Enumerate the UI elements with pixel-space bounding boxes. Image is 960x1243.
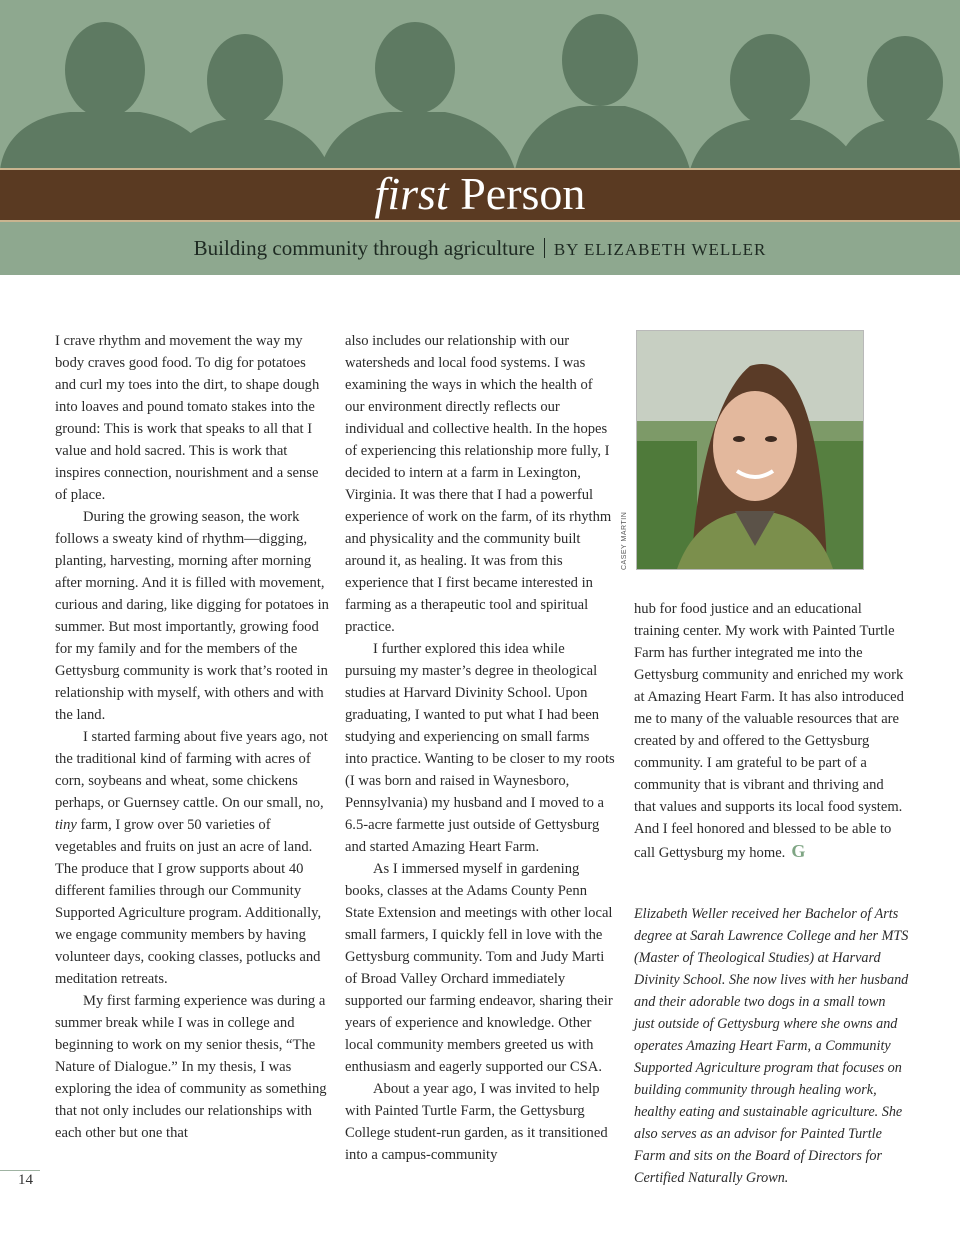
subtitle: Building community through agriculture xyxy=(193,236,535,260)
paragraph-text: hub for food justice and an educational training center. My work with Painted Turtle Farm has further integrated me into the Gettysburg community and enriched my work at Amazing Heart Farm. It has also introduced me to many of the valuable resources that are created by and offered to the Gettysburg community. I am grateful to be part of a community that is vibrant and thriving and that values and supports its local food system. And I feel honored and blessed to be able to call Gettysburg my home. xyxy=(634,601,904,861)
paragraph: During the growing season, the work follows a sweaty kind of rhythm—digging, planting, harvesting, morning after morning after morning. And it is filled with movement, curious and daring, like digging for potatoes in summer. But most importantly, growing food for my family and for the members of the Gettysburg community is work that’s rooted in relationship with myself, with others and with the land. xyxy=(55,509,329,723)
paragraph: I crave rhythm and movement the way my body craves good food. To dig for potatoes and curl my toes into the dirt, to shape dough into loaves and pound tomato stakes into the ground: This is work that speaks to all that I value and hold sacred. This is work that inspires connection, nourishment and a sense of place. xyxy=(55,333,320,503)
header-banner xyxy=(0,0,960,275)
end-mark-icon: G xyxy=(791,841,806,861)
paragraph xyxy=(634,598,909,864)
folio-rule xyxy=(0,1170,40,1171)
paragraph: As I immersed myself in gardening books, classes at the Adams County Penn State Extension and meetings with other local small farmers, I quickly fell in love with the Gettysburg community. Tom and Judy Marti of Broad Valley Orchard immediately supported our farming endeavor, sharing their years of experience and knowledge. Other local community members greeted us with enthusiasm and eagerly supported our CSA. xyxy=(345,861,613,1075)
paragraph-text: I started farming about five years ago, not the traditional kind of farming with acres of corn, soybeans and wheat, some chickens perhaps, or Guernsey cattle. On our small, no, xyxy=(55,729,328,811)
article-column-3 xyxy=(634,598,909,864)
paragraph: I further explored this idea while pursuing my master’s degree in theological studies at Harvard Divinity School. Upon graduating, I wanted to put what I had been studying and experiencing on small farms into practice. Wanting to be closer to my roots (I was born and raised in Waynesboro, Pennsylvania) my husband and I moved to a 6.5-acre farmette just outside of Gettysburg and started Amazing Heart Farm. xyxy=(345,641,615,855)
page-number: 14 xyxy=(18,1172,33,1188)
silhouettes-illustration xyxy=(0,0,960,275)
paragraph: About a year ago, I was invited to help with Painted Turtle Farm, the Gettysburg College student-run garden, as it transitioned into a campus-community xyxy=(345,1081,608,1163)
author-photo xyxy=(636,330,864,570)
paragraph-text: farm, I grow over 50 varieties of vegetables and fruits on just an acre of land. The produce that I grow supports about 40 different families through our Community Supported Agriculture program. Additionally, we engage community members by having volunteer days, cooking classes, potlucks and meditation retreats. xyxy=(55,817,322,987)
separator xyxy=(544,238,545,258)
subtitle-line xyxy=(0,236,960,261)
article-column-2 xyxy=(345,330,615,1166)
author-portrait-image xyxy=(637,331,863,569)
title-rest: Person xyxy=(460,168,586,219)
photo-credit: CASEY MARTIN xyxy=(621,511,628,570)
paragraph: also includes our relationship with our watersheds and local food systems. I was examining the ways in which the health of our environment directly reflects our individual and collective health. In the hopes of experiencing this relationship more fully, I decided to intern at a farm in Lexington, Virginia. It was there that I had a powerful experience of work on the farm, of its rhythm and physicality and the community built around it, as healing. It was from this experience that I first became interested in farming as a therapeutic tool and spiritual practice. xyxy=(345,333,612,635)
emphasis-text: tiny xyxy=(55,817,77,833)
title-italic: first xyxy=(374,168,449,219)
paragraph: My first farming experience was during a summer break while I was in college and beginning to work on my senior thesis, “The Nature of Dialogue.” In my thesis, I was exploring the idea of community as something that not only includes our relationships with each other but one that xyxy=(55,993,327,1141)
page-title xyxy=(0,166,960,222)
author-bio: Elizabeth Weller received her Bachelor of Arts degree at Sarah Lawrence College and her MTS (Master of Theological Studies) at Harvard Divinity School. She now lives with her husband and their adorable two dogs in a small town just outside of Gettysburg where she owns and operates Amazing Heart Farm, a Community Supported Agriculture program that focuses on building community through healing work, healthy eating and sustainable agriculture. She also serves as an advisor for Painted Turtle Farm and sits on the Board of Directors for Certified Naturally Grown. xyxy=(634,906,909,1186)
byline: BY ELIZABETH WELLER xyxy=(553,240,767,259)
paragraph xyxy=(55,726,330,990)
article-column-1 xyxy=(55,330,330,1144)
